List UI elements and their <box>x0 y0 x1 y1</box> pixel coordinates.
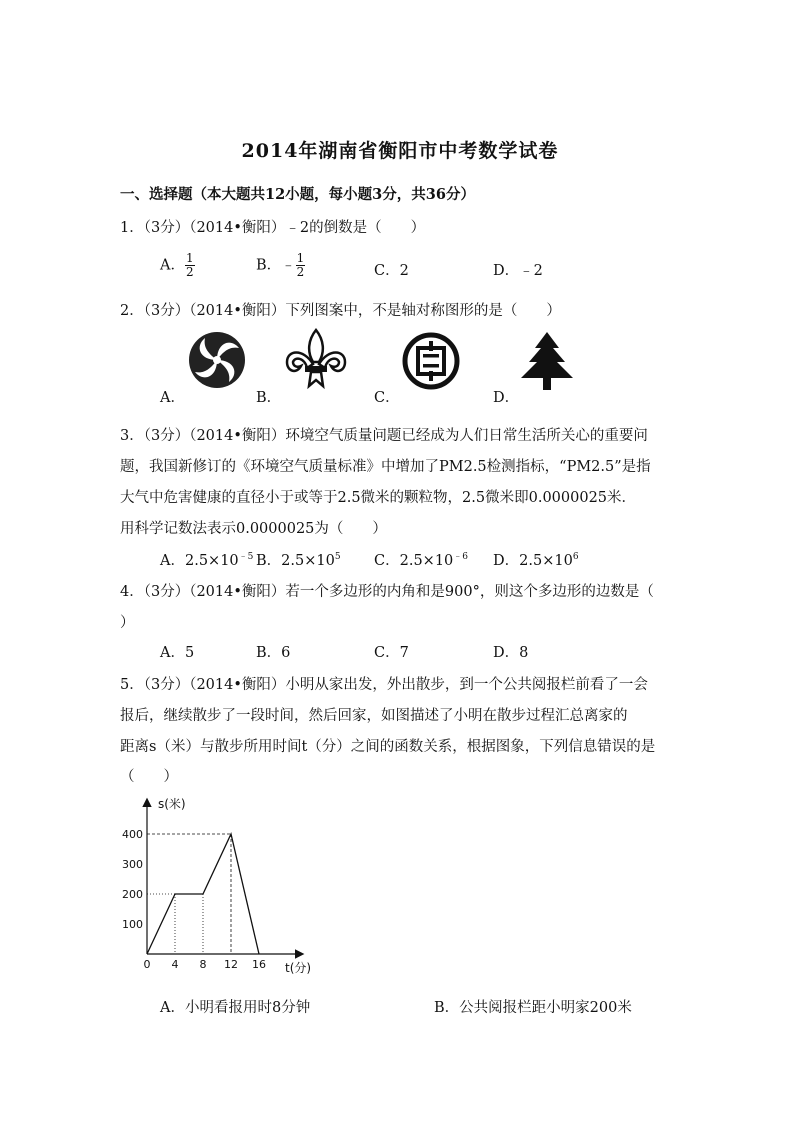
question-1-stem: 1．（3分）（2014•衡阳）﹣2的倒数是（ ） <box>120 220 426 236</box>
q5-option-b: B．公共阅报栏距小明家200米 <box>434 1000 632 1016</box>
question-3-line-2: 题，我国新修订的《环境空气质量标准》中增加了PM2.5检测指标，“PM2.5”是指 <box>120 459 651 475</box>
question-3-line-3: 大气中危害健康的直径小于或等于2.5微米的颗粒物，2.5微米即0.0000025米． <box>120 490 637 506</box>
swirl-pinwheel-icon <box>187 330 247 390</box>
question-5-line-2: 报后，继续散步了一段时间，然后回家，如图描述了小明在散步过程汇总离家的 <box>120 708 628 724</box>
q3-option-d: D．$2.5\times 10^6$ <box>493 552 579 569</box>
x-tick-label: 8 <box>199 958 207 971</box>
y-axis-label: s(米) <box>158 797 186 811</box>
q1-option-c: C．2 <box>374 263 409 279</box>
y-tick-label: 100 <box>122 918 143 931</box>
y-tick-label: 200 <box>122 888 143 901</box>
q3-option-b: B．$2.5\times 10^5$ <box>256 552 341 569</box>
question-4-line-1: 4．（3分）（2014•衡阳）若一个多边形的内角和是900°，则这个多边形的边数是（ <box>120 584 654 600</box>
question-5-line-1: 5．（3分）（2014•衡阳）小明从家出发，外出散步，到一个公共阅报栏前看了一会 <box>120 677 648 693</box>
x-tick-label: 12 <box>224 958 238 971</box>
bank-logo-icon <box>401 331 461 391</box>
x-tick-label: 4 <box>171 958 179 971</box>
q1-option-d: D．﹣2 <box>493 263 543 279</box>
q3-option-a: A．$2.5\times 10^{﹣5}$ <box>160 552 254 569</box>
question-5-line-4: （ ） <box>120 769 178 785</box>
q2-option-b-label: B． <box>256 390 282 406</box>
fleur-de-lis-icon <box>283 328 349 392</box>
q5-option-a: A．小明看报用时8分钟 <box>160 1000 311 1016</box>
section-heading: 一、选择题（本大题共12小题，每小题3分，共36分） <box>120 186 475 203</box>
q4-option-c: C．7 <box>374 645 409 661</box>
question-5-line-3: 距离s（米）与散步所用时间t（分）之间的函数关系，根据图象，下列信息错误的是 <box>120 739 656 755</box>
q2-option-d-label: D． <box>493 390 520 406</box>
pine-tree-icon <box>517 330 577 392</box>
x-tick-label: 0 <box>143 958 151 971</box>
question-2-stem: 2．（3分）（2014•衡阳）下列图案中，不是轴对称图形的是（ ） <box>120 303 561 319</box>
question-3-line-4: 用科学记数法表示0.0000025为（ ） <box>120 521 387 537</box>
x-axis-label: t(分) <box>285 961 312 975</box>
y-tick-label: 400 <box>122 828 143 841</box>
question-4-line-2: ） <box>120 615 135 631</box>
q1-option-b: B．﹣ $\frac{1}{2}$ <box>256 251 305 279</box>
q1-option-a: A． $\frac{1}{2}$ <box>160 251 194 279</box>
q4-option-d: D．8 <box>493 645 529 661</box>
fraction: $\frac{1}{2}$ <box>185 251 194 279</box>
fraction: $\frac{1}{2}$ <box>296 251 305 279</box>
x-tick-label: 16 <box>252 958 266 971</box>
y-tick-label: 300 <box>122 858 143 871</box>
q2-option-c-label: C． <box>374 390 400 406</box>
q4-option-a: A．5 <box>160 645 195 661</box>
q4-option-b: B．6 <box>256 645 291 661</box>
question-3-line-1: 3．（3分）（2014•衡阳）环境空气质量问题已经成为人们日常生活所关心的重要问 <box>120 428 648 444</box>
q3-option-c: C．$2.5\times 10^{﹣6}$ <box>374 552 469 569</box>
q2-option-a-label: A． <box>160 390 185 406</box>
page-title: 2014年湖南省衡阳市中考数学试卷 <box>241 140 559 162</box>
distance-time-graph <box>110 790 340 980</box>
